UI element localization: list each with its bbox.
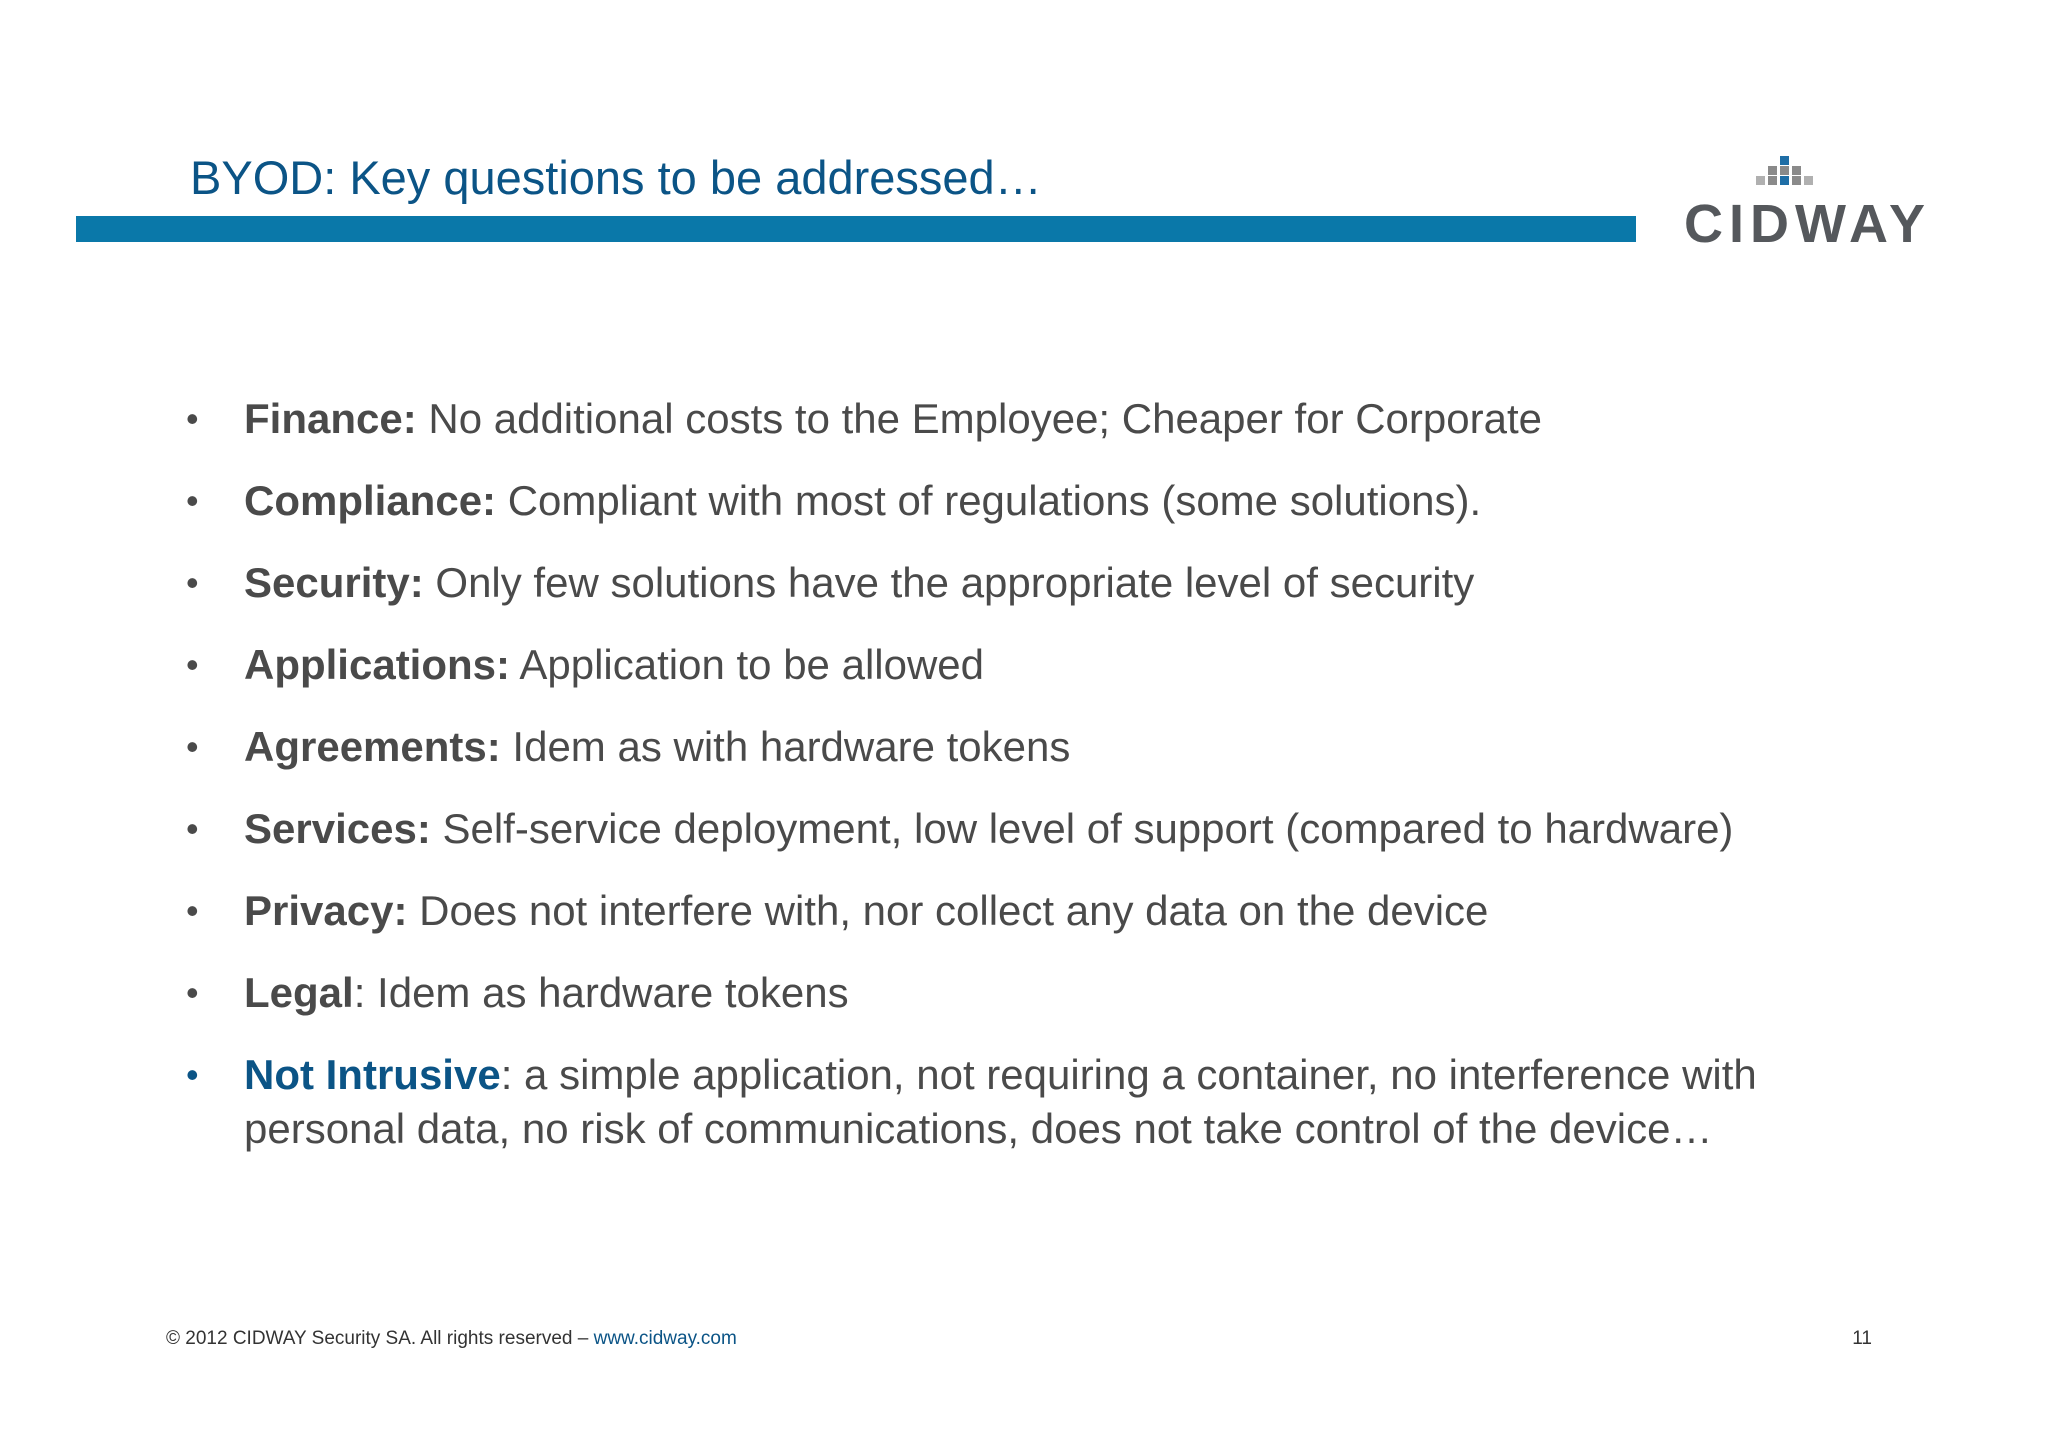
logo-wordmark: CIDWAY — [1684, 194, 1932, 252]
bullet-text: Does not interfere with, nor collect any data on the device — [407, 887, 1489, 934]
bullet-dot: • — [186, 890, 199, 931]
bullet-text: : a simple application, not requiring a container, no interference with personal data, no risk of communications, does not take control of the device… — [244, 1051, 1757, 1152]
list-item — [186, 638, 1906, 692]
website-link[interactable]: www.cidway.com — [593, 1328, 737, 1349]
bullet-text: Application to be allowed — [510, 641, 985, 688]
bullet-term: Agreements: — [244, 723, 501, 770]
list-item — [186, 966, 1906, 1020]
bullet-term: Services: — [244, 805, 431, 852]
bullet-dot: • — [186, 398, 199, 439]
list-item — [186, 884, 1906, 938]
list-item — [186, 1048, 1906, 1156]
bullet-term: Compliance: — [244, 477, 497, 524]
list-item — [186, 802, 1906, 856]
bullet-text: No additional costs to the Employee; Cheaper for Corporate — [416, 395, 1542, 442]
bullet-term: Privacy: — [244, 887, 408, 934]
list-item — [186, 556, 1906, 610]
list-item — [186, 474, 1906, 528]
bullet-dot: • — [186, 1054, 199, 1095]
bullet-text: Idem as with hardware tokens — [500, 723, 1071, 770]
bullet-dot: • — [186, 726, 199, 767]
bullet-term: Security: — [244, 559, 424, 606]
copyright-text: © 2012 CIDWAY Security SA. All rights reserved – — [166, 1328, 594, 1349]
bullet-text: Only few solutions have the appropriate level of security — [423, 559, 1475, 606]
cidway-logo — [1680, 152, 1940, 252]
bullet-text: Self-service deployment, low level of support (compared to hardware) — [430, 805, 1734, 852]
page-number: 11 — [1852, 1328, 1872, 1349]
bullet-text: : Idem as hardware tokens — [353, 969, 849, 1016]
bullet-dot: • — [186, 644, 199, 685]
footer-copyright — [166, 1328, 737, 1350]
bullet-term: Applications: — [244, 641, 511, 688]
title-underline-bar — [76, 216, 1636, 242]
bullet-dot: • — [186, 480, 199, 521]
bullet-dot: • — [186, 972, 199, 1013]
list-item — [186, 392, 1906, 446]
bullet-term: Legal — [244, 969, 354, 1016]
slide-title: BYOD: Key questions to be addressed… — [190, 151, 1042, 204]
list-item — [186, 720, 1906, 774]
bullet-dot: • — [186, 808, 199, 849]
bullet-list — [186, 392, 1906, 1184]
bullet-term: Not Intrusive — [244, 1051, 501, 1098]
bullet-term: Finance: — [244, 395, 417, 442]
bullet-dot: • — [186, 562, 199, 603]
bullet-text: Compliant with most of regulations (some solutions). — [496, 477, 1482, 524]
